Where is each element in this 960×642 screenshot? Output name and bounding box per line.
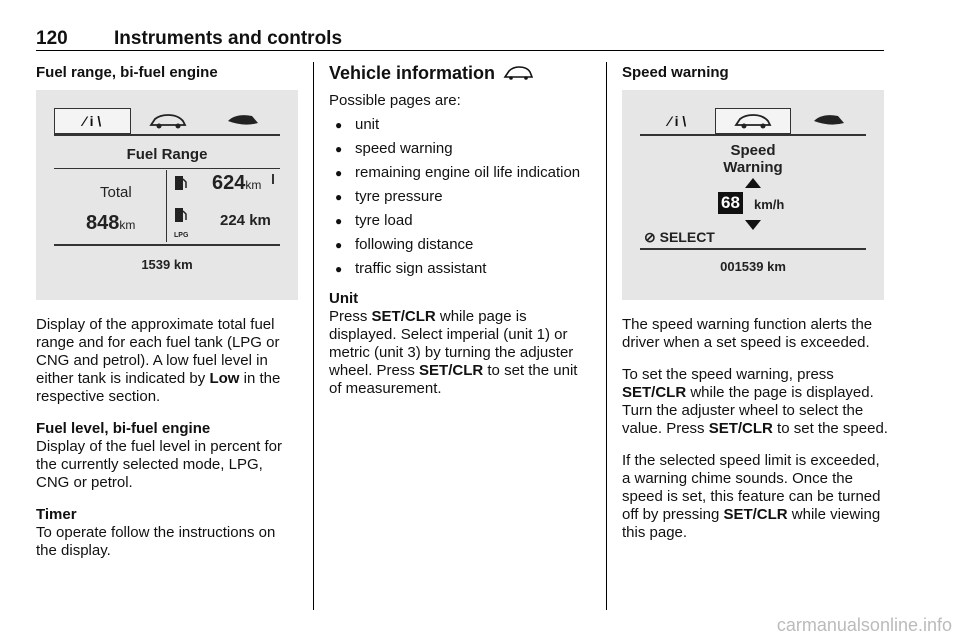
eco-leaf-icon	[205, 108, 280, 134]
fuel-level-description: Display of the fuel level in percent for the currently selected mode, LPG, CNG or petrol.	[36, 438, 282, 491]
list-item: ● tyre load	[329, 212, 593, 230]
list-item: ● unit	[329, 116, 593, 134]
screen-title: Fuel Range	[126, 146, 208, 163]
odometer: 001539 km	[720, 259, 786, 274]
car-icon	[503, 66, 533, 80]
lpg-pump-icon	[174, 206, 190, 239]
heading-fuel-range: Fuel range, bi-fuel engine	[36, 64, 218, 81]
speed-unit: km/h	[754, 197, 785, 212]
heading-timer: Timer	[36, 506, 77, 523]
select-label: ⊘ SELECT	[644, 229, 715, 245]
column-2	[329, 64, 593, 412]
heading-fuel-level: Fuel level, bi-fuel engine	[36, 420, 211, 437]
vehicle-info-title: Vehicle information	[329, 63, 496, 83]
speed-warning-setup: To set the speed warning, press SET/CLR while the page is displayed. Turn the adjuster wheel to select the value. Press SET/CLR to set the speed.	[622, 366, 888, 437]
heading-vehicle-information	[329, 64, 593, 82]
list-item: ● tyre pressure	[329, 188, 593, 206]
unit-description: Press SET/CLR while page is displayed. Select imperial (unit 1) or metric (unit 3) by turning the adjuster wheel. Press SET/CLR to set the unit of measurement.	[329, 308, 578, 397]
car-icon	[715, 108, 792, 134]
list-item: ● traffic sign assistant	[329, 260, 593, 278]
total-label: Total	[100, 184, 132, 201]
list-item: ● speed warning	[329, 140, 593, 158]
pages-list	[329, 116, 593, 278]
speed-warning-description: The speed warning function alerts the driver when a set speed is exceeded.	[622, 316, 873, 351]
car-icon	[131, 108, 206, 134]
eco-leaf-icon	[791, 108, 866, 134]
tank2-value: 224 km	[220, 212, 271, 229]
tab-trip-icon: ⁄ i \	[668, 113, 687, 129]
list-item: ● following distance	[329, 236, 593, 254]
speed-warning-title: Speed Warning	[723, 142, 783, 176]
total-value: 848km	[86, 212, 136, 234]
column-divider-1	[313, 62, 314, 610]
arrow-down-icon	[745, 220, 761, 230]
arrow-up-icon	[745, 178, 761, 188]
page-title: Instruments and controls	[114, 28, 343, 49]
page-number: 120	[36, 28, 68, 49]
header-rule	[36, 50, 884, 51]
tank1-value: 624km	[212, 172, 262, 194]
column-3	[622, 64, 888, 556]
fuel-range-screen	[36, 90, 298, 300]
check-icon: ⊘	[644, 229, 656, 245]
heading-speed-warning: Speed warning	[622, 64, 729, 81]
fuel-range-description: Display of the approximate total fuel range and for each fuel tank (LPG or CNG and petrol). A low fuel level in either tank is indicated by Low in the respective section.	[36, 316, 281, 405]
odometer: 1539 km	[141, 257, 193, 272]
watermark: carmanualsonline.info	[776, 615, 952, 635]
page-header	[36, 28, 342, 50]
possible-pages-intro: Possible pages are:	[329, 92, 461, 109]
tab-trip-icon: ⁄ i \	[54, 108, 131, 134]
lpg-label: LPG	[174, 232, 189, 239]
timer-description: To operate follow the instructions on the display.	[36, 524, 276, 559]
heading-unit: Unit	[329, 290, 359, 307]
column-1	[36, 64, 300, 574]
speed-warning-screen	[622, 90, 884, 300]
speed-value: 68	[718, 192, 743, 214]
speed-warning-chime: If the selected speed limit is exceeded, a warning chime sounds. Once the speed is set, this feature can be turned off by pressing SET/CLR while viewing this page.	[622, 452, 881, 541]
column-divider-2	[606, 62, 607, 610]
fuel-pump-icon	[174, 174, 188, 192]
list-item: ● remaining engine oil life indication	[329, 164, 593, 182]
